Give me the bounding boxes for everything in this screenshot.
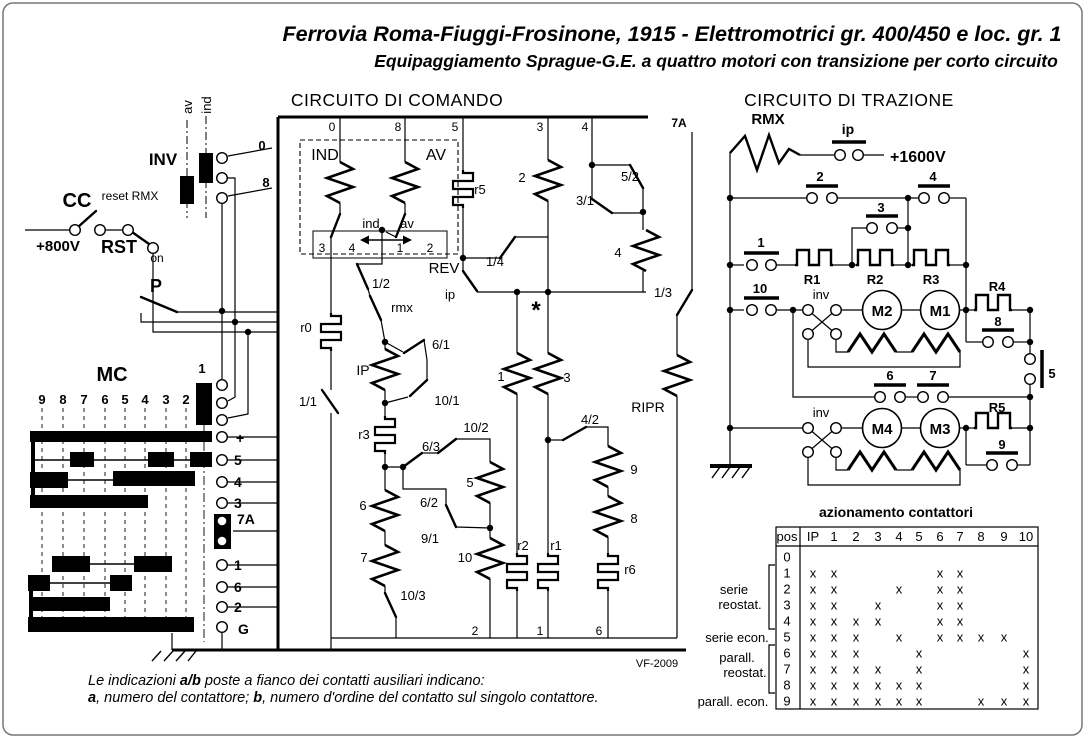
table-mark: x bbox=[852, 661, 860, 677]
table-mark: x bbox=[956, 581, 964, 597]
mc6-label: 6 bbox=[101, 392, 109, 407]
t6-label: 6 bbox=[234, 579, 242, 595]
ab-label: a/b bbox=[179, 673, 201, 689]
top8-label: 8 bbox=[394, 120, 402, 134]
R4-label: R4 bbox=[988, 279, 1006, 294]
table-mark: x bbox=[936, 581, 944, 597]
c1-label: 1 bbox=[497, 369, 505, 384]
R5-label: R5 bbox=[988, 400, 1006, 415]
table-mark: x bbox=[809, 693, 817, 709]
table-pos-cell: 0 bbox=[783, 549, 791, 565]
table-mark: x bbox=[809, 629, 817, 645]
inv1-label: inv bbox=[812, 287, 830, 302]
k3-label: 3 bbox=[877, 200, 885, 215]
t4-label: 4 bbox=[234, 474, 242, 490]
mc2-label: 2 bbox=[182, 392, 190, 407]
table-mark: x bbox=[874, 597, 882, 613]
b-label: b bbox=[253, 690, 263, 706]
table-pos-cell: 8 bbox=[783, 677, 791, 693]
mc5-label: 5 bbox=[121, 392, 129, 407]
table-mark: x bbox=[830, 645, 838, 661]
grp-reostat-label: reostat. bbox=[718, 597, 762, 612]
table-mark: x bbox=[1022, 661, 1030, 677]
table-column-header: 1 bbox=[830, 529, 838, 544]
inv-label: INV bbox=[148, 150, 178, 169]
table-mark: x bbox=[1000, 693, 1008, 709]
c5-label: 5 bbox=[466, 475, 474, 490]
rn2-label: 2 bbox=[426, 241, 434, 255]
k8-label: 8 bbox=[994, 314, 1002, 329]
a-label: a bbox=[88, 690, 97, 706]
mc8-label: 8 bbox=[59, 392, 67, 407]
ind-label: ind bbox=[199, 96, 214, 114]
table-mark: x bbox=[852, 613, 860, 629]
c10-label: 10 bbox=[457, 550, 473, 565]
table-mark: x bbox=[936, 597, 944, 613]
M1-label: M1 bbox=[929, 303, 951, 320]
table-mark: x bbox=[830, 677, 838, 693]
inv2-label: inv bbox=[812, 405, 830, 420]
table-mark: x bbox=[874, 613, 882, 629]
table-mark: x bbox=[977, 693, 985, 709]
author-signature: VF-2009 bbox=[635, 658, 679, 670]
rn1-label: 1 bbox=[396, 241, 404, 255]
table-mark: x bbox=[809, 581, 817, 597]
table-mark: x bbox=[809, 677, 817, 693]
k9-label: 9 bbox=[998, 437, 1006, 452]
table-mark: x bbox=[1000, 629, 1008, 645]
top0-label: 0 bbox=[328, 120, 336, 134]
s103-label: 10/3 bbox=[400, 588, 426, 603]
table-column-header: 3 bbox=[874, 529, 882, 544]
c3-label: 3 bbox=[563, 370, 571, 385]
table-mark: x bbox=[830, 693, 838, 709]
table-mark: x bbox=[936, 565, 944, 581]
M2-label: M2 bbox=[871, 303, 893, 320]
table-mark: x bbox=[809, 597, 817, 613]
r6-label: r6 bbox=[624, 562, 636, 577]
grp-serie-econ-label: serie econ. bbox=[705, 630, 769, 645]
top4-label: 4 bbox=[581, 120, 589, 134]
s61-label: 6/1 bbox=[431, 337, 451, 352]
table-mark: x bbox=[915, 645, 923, 661]
table-mark: x bbox=[830, 613, 838, 629]
s63-label: 6/3 bbox=[421, 439, 441, 454]
post-label: poste a fianco dei contatti ausiliari indicano: bbox=[200, 673, 485, 689]
s12-label: 1/2 bbox=[371, 276, 391, 291]
mc4-label: 4 bbox=[141, 392, 149, 407]
table-mark: x bbox=[852, 677, 860, 693]
command-section-heading: CIRCUITO DI COMANDO bbox=[290, 90, 504, 110]
r3-label: r3 bbox=[358, 427, 370, 442]
table-mark: x bbox=[915, 693, 923, 709]
R1-label: R1 bbox=[803, 272, 821, 287]
on-label: on bbox=[150, 251, 164, 265]
R2-label: R2 bbox=[866, 272, 884, 287]
table-mark: x bbox=[830, 629, 838, 645]
mc3-label: 3 bbox=[162, 392, 170, 407]
table-mark: x bbox=[852, 629, 860, 645]
rn4-label: 4 bbox=[348, 241, 356, 255]
t2-label: 2 bbox=[234, 599, 242, 615]
table-mark: x bbox=[895, 629, 903, 645]
r2-label: r2 bbox=[517, 538, 529, 553]
table-pos-cell: 4 bbox=[783, 613, 791, 629]
table-pos-cell: 3 bbox=[783, 597, 791, 613]
ripr-label: RIPR bbox=[631, 399, 665, 415]
k5-label: 5 bbox=[1048, 366, 1056, 381]
end-label: , numero d'ordine del contatto sul singolo contattore. bbox=[262, 690, 599, 706]
table-column-header: 4 bbox=[895, 529, 903, 544]
table-mark: x bbox=[830, 565, 838, 581]
table-column-header: 5 bbox=[915, 529, 923, 544]
table-column-header: 10 bbox=[1018, 529, 1034, 544]
c8-label: 8 bbox=[630, 511, 638, 526]
c2-label: 2 bbox=[518, 170, 526, 185]
table-pos-header: pos bbox=[776, 529, 798, 544]
t7a-label: 7A bbox=[237, 511, 255, 527]
table-pos-cell: 1 bbox=[783, 565, 791, 581]
b2-label: 2 bbox=[471, 624, 479, 638]
av-s-label: av bbox=[400, 216, 414, 231]
top3-label: 3 bbox=[536, 120, 544, 134]
table-mark: x bbox=[809, 565, 817, 581]
table-column-header: 9 bbox=[1000, 529, 1008, 544]
t1-label: 1 bbox=[234, 557, 242, 573]
grp-parall-econ-label: parall. econ. bbox=[697, 694, 769, 709]
k10-label: 10 bbox=[752, 281, 768, 296]
table-mark: x bbox=[830, 581, 838, 597]
r1-label: r1 bbox=[550, 538, 562, 553]
grp-parall-label: parall. bbox=[719, 650, 755, 665]
s52-label: 5/2 bbox=[620, 169, 640, 184]
tg-label: G bbox=[238, 621, 249, 637]
mid-label: , numero del contattore; bbox=[96, 690, 254, 706]
mc1-label: 1 bbox=[198, 361, 206, 376]
inv8-label: 8 bbox=[262, 175, 270, 190]
table-column-header: 7 bbox=[956, 529, 964, 544]
av-label: av bbox=[180, 100, 195, 114]
table-mark: x bbox=[915, 677, 923, 693]
s42-label: 4/2 bbox=[580, 412, 600, 427]
k6-label: 6 bbox=[886, 368, 894, 383]
table-pos-cell: 7 bbox=[783, 661, 791, 677]
pre-label: Le indicazioni bbox=[88, 673, 180, 689]
grp-serie-label: serie bbox=[719, 582, 749, 597]
c7-label: 7 bbox=[360, 550, 368, 565]
table-column-header: IP bbox=[806, 529, 820, 544]
s31-label: 3/1 bbox=[575, 193, 595, 208]
ip-coil-label: IP bbox=[356, 362, 370, 378]
tplus-label: + bbox=[236, 430, 245, 446]
table-pos-cell: 5 bbox=[783, 629, 791, 645]
c4-label: 4 bbox=[614, 245, 622, 260]
r0-label: r0 bbox=[300, 320, 312, 335]
table-mark: x bbox=[1022, 677, 1030, 693]
ind-s-label: ind bbox=[362, 216, 380, 231]
table-mark: x bbox=[874, 661, 882, 677]
table-mark: x bbox=[936, 613, 944, 629]
t5-label: 5 bbox=[234, 452, 242, 468]
legend-note-line2 bbox=[88, 690, 599, 706]
legend-note-line1 bbox=[88, 673, 485, 689]
cc-label: CC bbox=[62, 190, 92, 212]
table-mark: x bbox=[956, 613, 964, 629]
k4-label: 4 bbox=[929, 169, 937, 184]
top5-label: 5 bbox=[451, 120, 459, 134]
table-mark: x bbox=[956, 565, 964, 581]
k2-label: 2 bbox=[816, 169, 824, 184]
table-mark: x bbox=[895, 677, 903, 693]
reset-rmx-label: reset RMX bbox=[101, 189, 159, 203]
table-mark: x bbox=[1022, 693, 1030, 709]
table-mark: x bbox=[830, 661, 838, 677]
table-mark: x bbox=[830, 597, 838, 613]
l-ind-label: IND bbox=[311, 147, 339, 164]
v800-label: +800V bbox=[36, 238, 80, 255]
t3-label: 3 bbox=[234, 495, 242, 511]
table-mark: x bbox=[936, 629, 944, 645]
top7a-label: 7A bbox=[671, 116, 687, 130]
rn3-label: 3 bbox=[318, 241, 326, 255]
table-mark: x bbox=[809, 661, 817, 677]
table-column-header: 6 bbox=[936, 529, 944, 544]
table-mark: x bbox=[956, 629, 964, 645]
s11-label: 1/1 bbox=[298, 394, 318, 409]
rmx-s-label: rmx bbox=[391, 300, 413, 315]
c6-label: 6 bbox=[359, 498, 367, 513]
b1-label: 1 bbox=[536, 624, 544, 638]
s101-label: 10/1 bbox=[434, 393, 460, 408]
M4-label: M4 bbox=[871, 421, 893, 438]
table-mark: x bbox=[915, 661, 923, 677]
b6-label: 6 bbox=[595, 624, 603, 638]
table-mark: x bbox=[1022, 645, 1030, 661]
s102-label: 10/2 bbox=[463, 420, 489, 435]
table-mark: x bbox=[874, 693, 882, 709]
table-mark: x bbox=[895, 693, 903, 709]
p-label: P bbox=[149, 276, 163, 296]
mc-label: MC bbox=[96, 364, 128, 386]
s62-label: 6/2 bbox=[419, 495, 439, 510]
grp-reostat2-label: reostat. bbox=[723, 665, 767, 680]
rst-label: RST bbox=[101, 237, 137, 257]
mc9-label: 9 bbox=[38, 392, 46, 407]
table-mark: x bbox=[852, 645, 860, 661]
s13-label: 1/3 bbox=[653, 285, 673, 300]
l-av-label: AV bbox=[425, 147, 447, 164]
table-mark: x bbox=[809, 645, 817, 661]
s91-label: 9/1 bbox=[420, 531, 440, 546]
c9-label: 9 bbox=[630, 462, 638, 477]
table-mark: x bbox=[852, 693, 860, 709]
inv0-label: 0 bbox=[258, 138, 266, 153]
k7-label: 7 bbox=[929, 368, 937, 383]
table-mark: x bbox=[977, 629, 985, 645]
page-title: Ferrovia Roma-Fiuggi-Frosinone, 1915 - Elettromotrici gr. 400/450 e loc. gr. 1 bbox=[282, 22, 1062, 46]
ip-s-label: ip bbox=[444, 287, 456, 302]
s14-label: 1/4 bbox=[485, 254, 505, 269]
M3-label: M3 bbox=[929, 421, 951, 438]
mc7-label: 7 bbox=[80, 392, 88, 407]
table-title: azionamento contattori bbox=[818, 504, 974, 520]
r5-label: r5 bbox=[474, 182, 486, 197]
table-mark: x bbox=[956, 597, 964, 613]
table-pos-cell: 9 bbox=[783, 693, 791, 709]
table-mark: x bbox=[809, 613, 817, 629]
ip2-label: ip bbox=[841, 121, 855, 137]
k1-label: 1 bbox=[757, 235, 765, 250]
table-column-header: 2 bbox=[852, 529, 860, 544]
table-pos-cell: 2 bbox=[783, 581, 791, 597]
R3-label: R3 bbox=[922, 272, 940, 287]
table-mark: x bbox=[874, 677, 882, 693]
table-column-header: 8 bbox=[977, 529, 985, 544]
rev-label: REV bbox=[428, 260, 460, 277]
star-label: * bbox=[531, 297, 541, 324]
table-mark: x bbox=[895, 581, 903, 597]
v1600-label: +1600V bbox=[890, 149, 946, 166]
traction-section-heading: CIRCUITO DI TRAZIONE bbox=[744, 90, 954, 110]
rmx2-label: RMX bbox=[751, 111, 785, 128]
table-pos-cell: 6 bbox=[783, 645, 791, 661]
page-subtitle: Equipaggiamento Sprague-G.E. a quattro motori con transizione per corto circuito bbox=[374, 51, 1058, 71]
